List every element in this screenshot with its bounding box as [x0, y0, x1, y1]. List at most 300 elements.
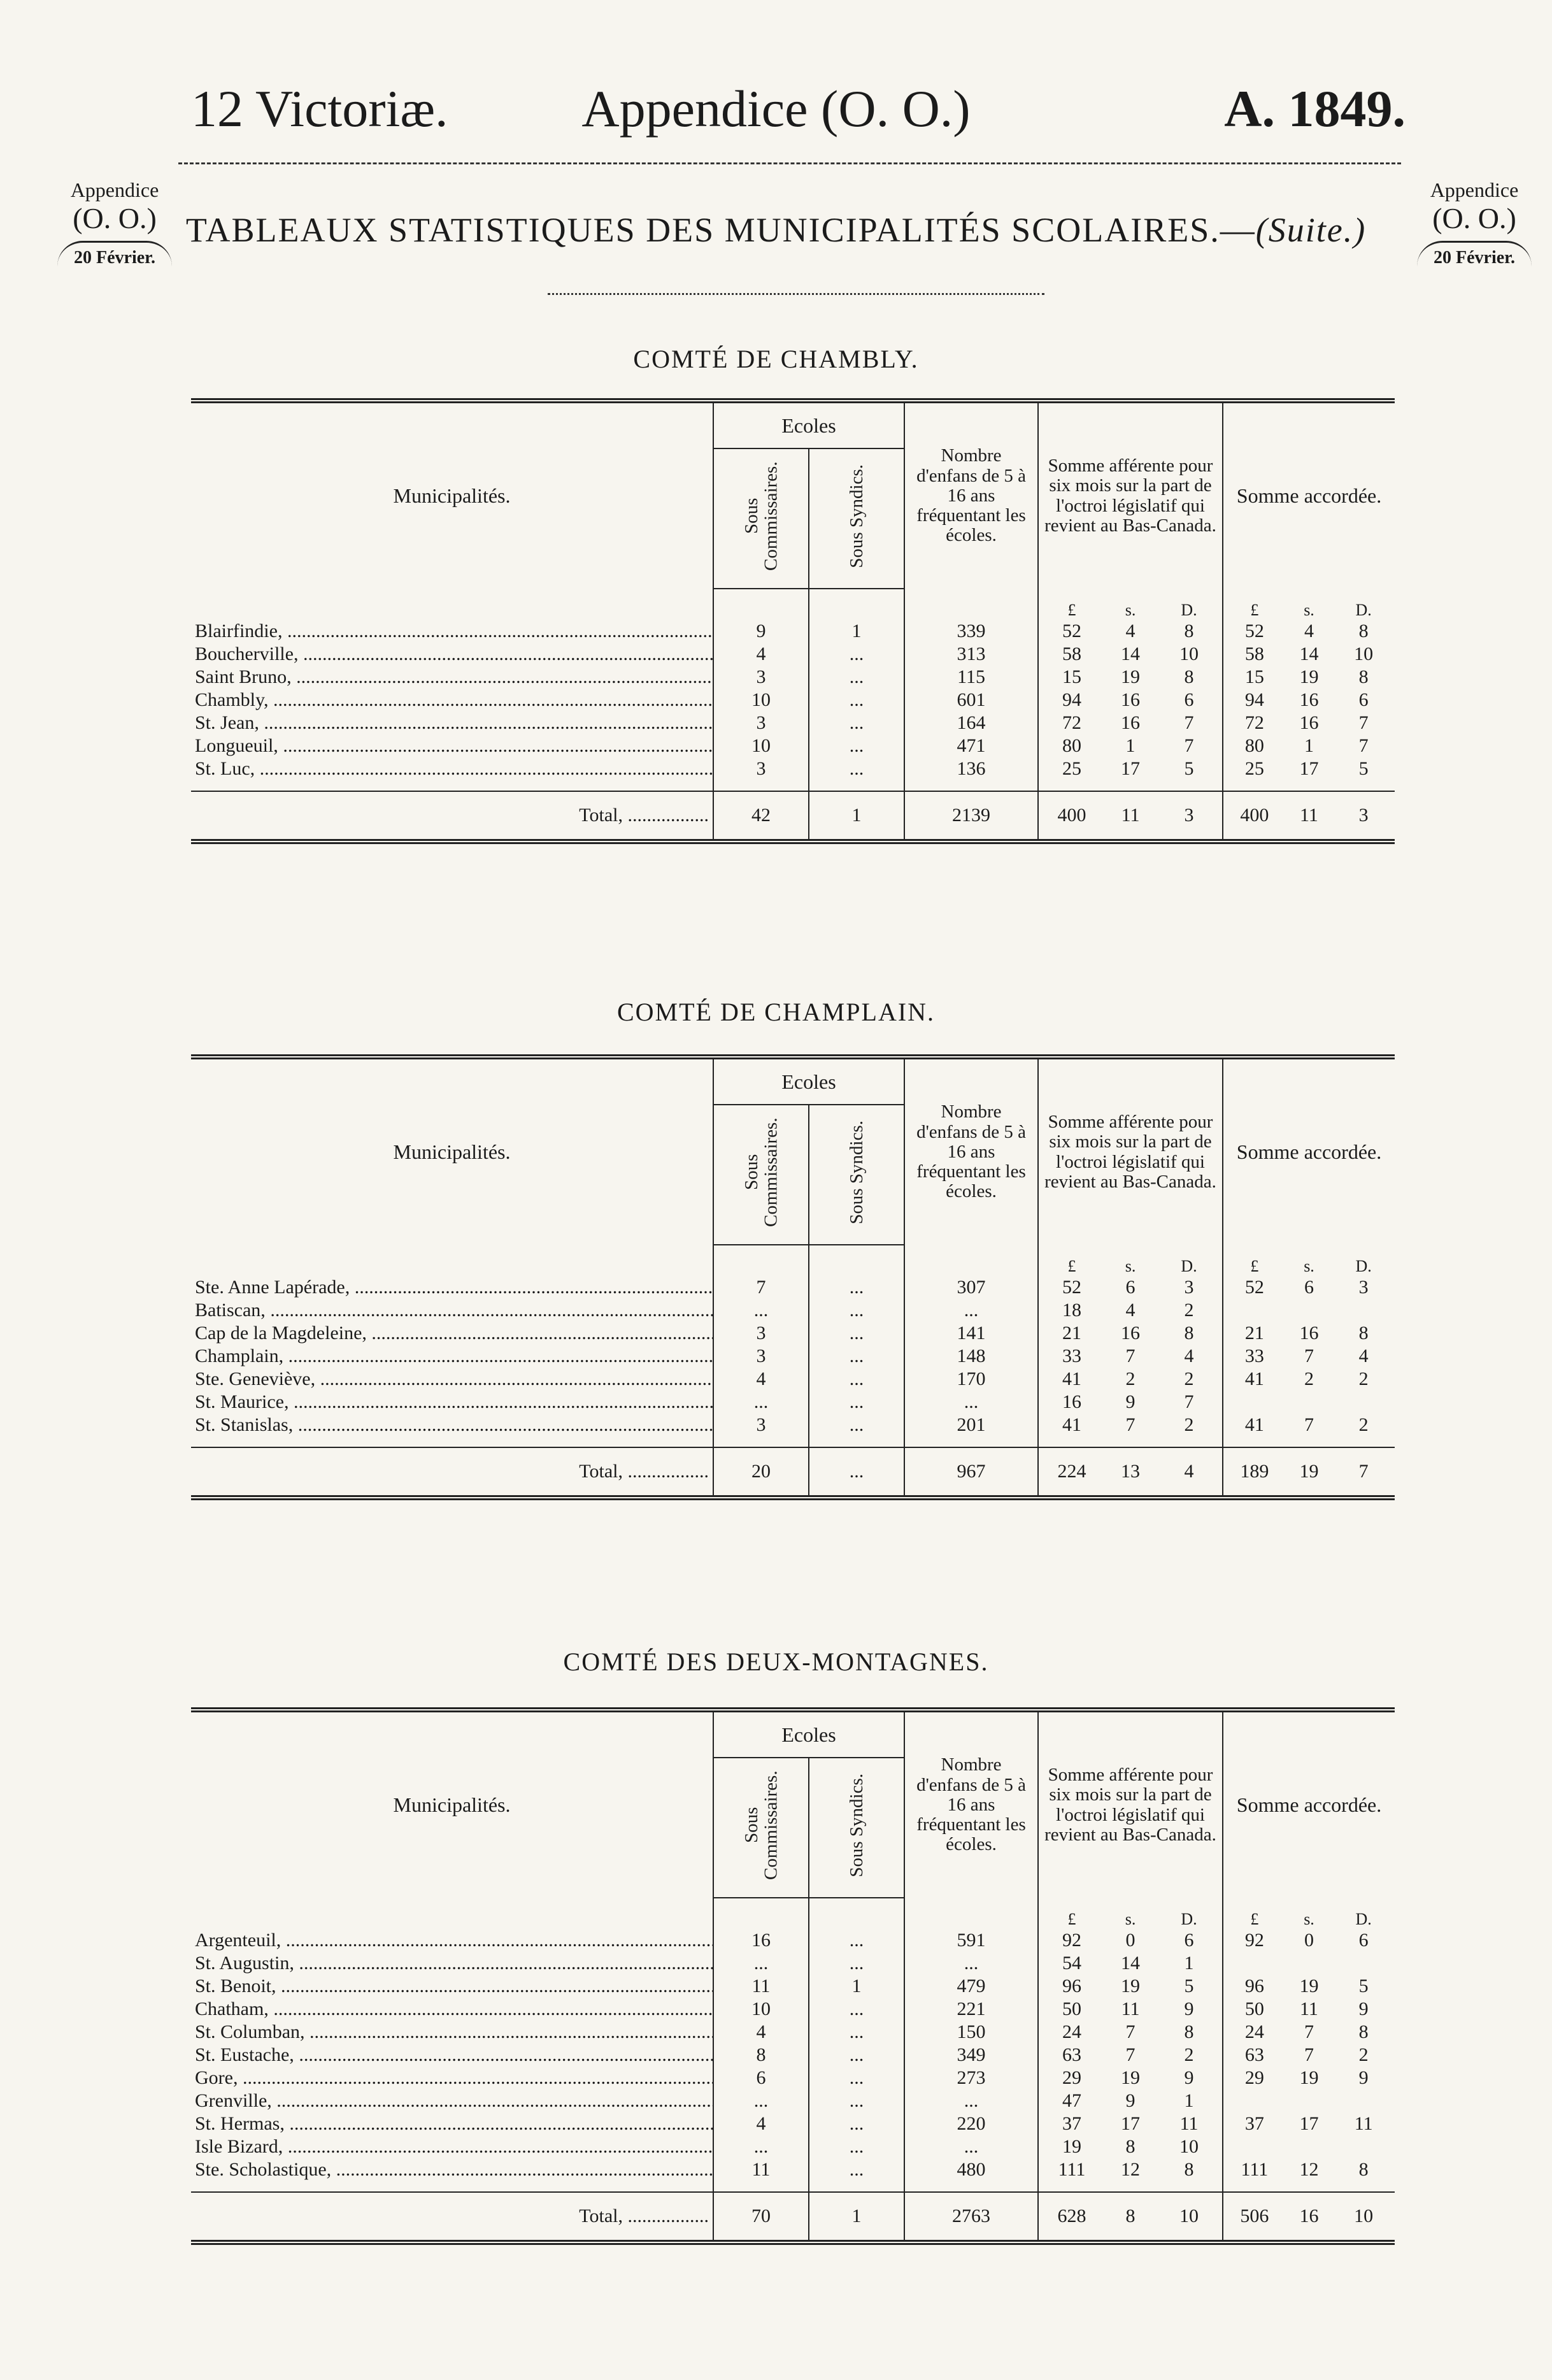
cell-nombre: 170 [904, 1368, 1038, 1391]
municipality-name: Argenteuil, ..... [191, 1929, 713, 1952]
cell-afferente-shillings: 16 [1121, 712, 1141, 733]
cell-afferente-shillings: 17 [1121, 758, 1141, 779]
cell-afferente-shillings: 7 [1125, 2044, 1136, 2065]
cell-afferente-pence: 8 [1184, 1323, 1194, 1344]
unit-pound: £ [1067, 601, 1076, 619]
cell-accordee-pence: 8 [1358, 1323, 1369, 1344]
table-row [191, 2021, 1395, 2044]
cell-accordee-shillings: 14 [1299, 643, 1319, 664]
cell-sous-syndics: ... [809, 1998, 904, 2021]
cell-afferente-shillings: 11 [1121, 1998, 1140, 2019]
municipality-name: Boucherville, ..... [191, 643, 713, 666]
col-header-sous-syndics: Sous Syndics. [809, 1758, 904, 1898]
stat-table-chambly [191, 398, 1395, 844]
unit-pence: D. [1181, 1257, 1197, 1275]
cell-afferente-shillings: 17 [1121, 2113, 1141, 2134]
table-row [191, 2135, 1395, 2158]
table-row [191, 712, 1395, 735]
page-title [0, 210, 1552, 250]
cell-afferente-pence: 2 [1184, 1368, 1194, 1389]
cell-afferente-pounds: 41 [1062, 1368, 1082, 1389]
total-accordee-pence: 10 [1354, 2205, 1374, 2226]
cell-afferente-pence: 9 [1184, 2067, 1194, 2088]
cell-sous-commissaires: 3 [713, 1414, 809, 1437]
header-center: Appendice (O. O.) [581, 80, 971, 138]
section-title-champlain: COMTÉ DE CHAMPLAIN. [616, 998, 936, 1026]
cell-afferente-pounds: 25 [1062, 758, 1082, 779]
cell-accordee-pounds: 92 [1244, 1930, 1264, 1951]
total-afferente-pence: 10 [1179, 2205, 1199, 2226]
cell-afferente-shillings: 7 [1125, 1414, 1136, 1435]
cell-accordee-pence: 10 [1354, 643, 1374, 664]
table-row [191, 1368, 1395, 1391]
cell-nombre: 307 [904, 1276, 1038, 1299]
cell-accordee-pence: 3 [1358, 1277, 1369, 1298]
cell-nombre: 273 [904, 2067, 1038, 2090]
cell-accordee-shillings: 0 [1304, 1930, 1314, 1951]
municipality-name: St. Columban, ..... [191, 2021, 713, 2044]
table-row [191, 2112, 1395, 2135]
cell-afferente-pence: 8 [1184, 2159, 1194, 2180]
col-header-somme-accordee: Somme accordée. [1223, 1710, 1395, 1898]
table-row [191, 757, 1395, 780]
cell-sous-commissaires: 3 [713, 1322, 809, 1345]
cell-sous-syndics: ... [809, 666, 904, 689]
total-accordee-pounds: 189 [1240, 1461, 1269, 1482]
table-row [191, 1322, 1395, 1345]
cell-nombre: 136 [904, 757, 1038, 780]
cell-accordee-pounds: 41 [1244, 1368, 1264, 1389]
cell-afferente-pence: 11 [1179, 2113, 1199, 2134]
municipality-name: Gore, ..... [191, 2067, 713, 2090]
total-nombre: 2139 [904, 791, 1038, 842]
col-header-nombre: Nombre d'enfans de 5 à 16 ans fréquentant les écoles. [904, 1057, 1038, 1245]
total-nombre: 967 [904, 1447, 1038, 1498]
total-afferente-shillings: 8 [1125, 2205, 1136, 2226]
col-header-ecoles: Ecoles [713, 401, 904, 448]
table-row [191, 620, 1395, 643]
municipality-name: Ste. Scholastique, ..... [191, 2158, 713, 2181]
cell-accordee-pounds: 33 [1244, 1345, 1264, 1366]
cell-afferente-pence: 10 [1179, 643, 1199, 664]
cell-accordee-shillings: 19 [1299, 2067, 1319, 2088]
cell-sous-syndics: ... [809, 689, 904, 712]
municipality-name: St. Hermas, ..... [191, 2112, 713, 2135]
cell-accordee-shillings: 7 [1304, 1345, 1314, 1366]
cell-afferente-pounds: 72 [1062, 712, 1082, 733]
unit-shilling: s. [1304, 1910, 1314, 1928]
cell-accordee-pence: 7 [1358, 735, 1369, 756]
total-accordee-pence: 7 [1358, 1461, 1369, 1482]
cell-afferente-pence: 1 [1184, 1953, 1194, 1974]
cell-afferente-shillings: 2 [1125, 1368, 1136, 1389]
cell-accordee-pence: 9 [1358, 2067, 1369, 2088]
municipality-name: St. Stanislas, ..... [191, 1414, 713, 1437]
cell-afferente-pounds: 24 [1062, 2021, 1082, 2042]
cell-afferente-shillings: 7 [1125, 1345, 1136, 1366]
cell-afferente-pence: 8 [1184, 666, 1194, 687]
municipality-name: Batiscan, ..... [191, 1299, 713, 1322]
unit-pence: D. [1355, 601, 1372, 619]
cell-afferente-pounds: 52 [1062, 1277, 1082, 1298]
municipality-name: Ste. Geneviève, ..... [191, 1368, 713, 1391]
col-header-sous-commissaires: Sous Commissaires. [713, 448, 809, 589]
unit-pound: £ [1250, 1910, 1259, 1928]
col-header-nombre: Nombre d'enfans de 5 à 16 ans fréquentant les écoles. [904, 1710, 1038, 1898]
cell-accordee-shillings: 6 [1304, 1277, 1314, 1298]
municipality-name: Ste. Anne Lapérade, ..... [191, 1276, 713, 1299]
cell-accordee-pence: 2 [1358, 2044, 1369, 2065]
total-row [191, 2192, 1395, 2242]
cell-accordee-pence: 7 [1358, 712, 1369, 733]
header-rule [178, 162, 1401, 164]
cell-afferente-pounds: 94 [1062, 689, 1082, 710]
cell-afferente-shillings: 19 [1121, 1975, 1141, 1996]
total-accordee-shillings: 19 [1299, 1461, 1319, 1482]
cell-sous-commissaires: ... [713, 1299, 809, 1322]
cell-accordee-pounds: 58 [1244, 643, 1264, 664]
cell-sous-commissaires: 10 [713, 735, 809, 757]
col-header-somme-accordee: Somme accordée. [1223, 1057, 1395, 1245]
total-afferente-pence: 3 [1184, 805, 1194, 826]
cell-accordee-pounds: 111 [1241, 2159, 1269, 2180]
unit-row [191, 589, 1395, 620]
cell-afferente-pounds: 15 [1062, 666, 1082, 687]
cell-accordee-pence: 8 [1358, 2021, 1369, 2042]
cell-nombre: ... [904, 1952, 1038, 1975]
cell-nombre: 471 [904, 735, 1038, 757]
cell-afferente-pounds: 80 [1062, 735, 1082, 756]
col-header-municipalites: Municipalités. [393, 1793, 511, 1816]
cell-accordee-pounds: 63 [1244, 2044, 1264, 2065]
cell-sous-syndics: ... [809, 1322, 904, 1345]
cell-sous-commissaires: 3 [713, 757, 809, 780]
table-row [191, 2044, 1395, 2067]
cell-afferente-pence: 8 [1184, 2021, 1194, 2042]
cell-accordee-shillings: 2 [1304, 1368, 1314, 1389]
cell-afferente-pounds: 37 [1062, 2113, 1082, 2134]
cell-sous-commissaires: 16 [713, 1929, 809, 1952]
cell-afferente-pounds: 16 [1062, 1391, 1082, 1412]
cell-accordee-pence: 9 [1358, 1998, 1369, 2019]
total-label: Total, ..... [191, 791, 713, 842]
cell-sous-commissaires: 11 [713, 1975, 809, 1998]
cell-accordee-pounds: 29 [1244, 2067, 1264, 2088]
cell-accordee-pence: 8 [1358, 620, 1369, 642]
cell-sous-syndics: ... [809, 1929, 904, 1952]
cell-sous-commissaires: ... [713, 2135, 809, 2158]
cell-afferente-pence: 7 [1184, 735, 1194, 756]
municipality-name: St. Benoit, ..... [191, 1975, 713, 1998]
cell-afferente-shillings: 16 [1121, 1323, 1141, 1344]
col-header-somme-accordee: Somme accordée. [1223, 401, 1395, 589]
section-title-deux-montagnes: COMTÉ DES DEUX-MONTAGNES. [563, 1647, 989, 1676]
cell-sous-commissaires: 4 [713, 1368, 809, 1391]
total-afferente-pounds: 628 [1057, 2205, 1086, 2226]
municipality-name: Champlain, ..... [191, 1345, 713, 1368]
cell-afferente-pounds: 52 [1062, 620, 1082, 642]
cell-sous-syndics: ... [809, 643, 904, 666]
cell-afferente-shillings: 19 [1121, 2067, 1141, 2088]
table-row [191, 643, 1395, 666]
total-row [191, 1447, 1395, 1498]
total-afferente-shillings: 11 [1121, 805, 1140, 826]
cell-sous-syndics: ... [809, 2158, 904, 2181]
cell-sous-commissaires: 7 [713, 1276, 809, 1299]
table-row [191, 2158, 1395, 2181]
cell-afferente-pence: 6 [1184, 1930, 1194, 1951]
municipality-name: Chatham, ..... [191, 1998, 713, 2021]
cell-nombre: ... [904, 1391, 1038, 1414]
cell-sous-commissaires: 10 [713, 1998, 809, 2021]
cell-afferente-shillings: 9 [1125, 1391, 1136, 1412]
municipality-name: Chambly, ..... [191, 689, 713, 712]
cell-afferente-pence: 8 [1184, 620, 1194, 642]
cell-sous-commissaires: 11 [713, 2158, 809, 2181]
municipality-name: St. Luc, ..... [191, 757, 713, 780]
table-row [191, 689, 1395, 712]
cell-sous-syndics: ... [809, 2112, 904, 2135]
cell-nombre: 150 [904, 2021, 1038, 2044]
cell-accordee-shillings: 7 [1304, 2044, 1314, 2065]
cell-afferente-pounds: 96 [1062, 1975, 1082, 1996]
cell-sous-commissaires: ... [713, 1952, 809, 1975]
cell-accordee-pounds: 52 [1244, 1277, 1264, 1298]
cell-afferente-pence: 3 [1184, 1277, 1194, 1298]
total-accordee-pounds: 506 [1240, 2205, 1269, 2226]
cell-afferente-pence: 7 [1184, 1391, 1194, 1412]
cell-sous-commissaires: 10 [713, 689, 809, 712]
cell-accordee-pounds: 96 [1244, 1975, 1264, 1996]
title-rule [548, 293, 1044, 295]
unit-shilling: s. [1125, 1910, 1136, 1928]
cell-afferente-shillings: 4 [1125, 1300, 1136, 1321]
page-title-suite: (Suite.) [1255, 211, 1367, 249]
cell-afferente-pounds: 19 [1062, 2136, 1082, 2157]
cell-sous-syndics: ... [809, 2090, 904, 2112]
cell-accordee-pence: 5 [1358, 758, 1369, 779]
municipality-name: St. Jean, ..... [191, 712, 713, 735]
cell-accordee-pence: 2 [1358, 1368, 1369, 1389]
cell-sous-commissaires: ... [713, 2090, 809, 2112]
cell-sous-syndics: ... [809, 1345, 904, 1368]
cell-nombre: 480 [904, 2158, 1038, 2181]
stat-table-deux-montagnes [191, 1707, 1395, 2245]
total-label: Total, ..... [191, 2192, 713, 2242]
unit-pound: £ [1067, 1910, 1076, 1928]
col-header-sous-syndics: Sous Syndics. [809, 448, 904, 589]
total-sous-syndics: 1 [809, 791, 904, 842]
cell-nombre: 141 [904, 1322, 1038, 1345]
col-header-sous-commissaires: Sous Commissaires. [713, 1758, 809, 1898]
cell-afferente-pounds: 63 [1062, 2044, 1082, 2065]
total-accordee-pounds: 400 [1240, 805, 1269, 826]
col-header-somme-afferente: Somme afférente pour six mois sur la part de l'octroi législatif qui revient au Bas-Canada. [1038, 1057, 1223, 1245]
cell-accordee-pounds: 52 [1244, 620, 1264, 642]
cell-sous-commissaires: 3 [713, 1345, 809, 1368]
cell-accordee-shillings: 16 [1299, 689, 1319, 710]
header-row [191, 1710, 1395, 1758]
col-header-municipalites: Municipalités. [393, 484, 511, 507]
cell-nombre: 313 [904, 643, 1038, 666]
col-header-nombre: Nombre d'enfans de 5 à 16 ans fréquentant les écoles. [904, 401, 1038, 589]
cell-accordee-shillings: 11 [1300, 1998, 1318, 2019]
municipality-name: Blairfindie, ..... [191, 620, 713, 643]
cell-nombre: 201 [904, 1414, 1038, 1437]
table-row [191, 1299, 1395, 1322]
stat-table-champlain [191, 1054, 1395, 1500]
cell-nombre: 339 [904, 620, 1038, 643]
cell-sous-syndics: ... [809, 735, 904, 757]
cell-afferente-pounds: 58 [1062, 643, 1082, 664]
cell-afferente-shillings: 14 [1121, 643, 1141, 664]
unit-pound: £ [1067, 1257, 1076, 1275]
col-header-somme-afferente: Somme afférente pour six mois sur la part de l'octroi législatif qui revient au Bas-Canada. [1038, 1710, 1223, 1898]
margin-code: (O. O.) [1432, 201, 1516, 234]
cell-sous-syndics: ... [809, 757, 904, 780]
margin-label: Appendice [70, 178, 159, 201]
total-sous-commissaires: 70 [713, 2192, 809, 2242]
cell-afferente-shillings: 16 [1121, 689, 1141, 710]
cell-afferente-pence: 7 [1184, 712, 1194, 733]
municipality-name: Longueuil, ..... [191, 735, 713, 757]
cell-accordee-shillings: 7 [1304, 2021, 1314, 2042]
total-accordee-shillings: 11 [1300, 805, 1318, 826]
cell-afferente-shillings: 1 [1125, 735, 1136, 756]
cell-afferente-shillings: 8 [1125, 2136, 1136, 2157]
total-nombre: 2763 [904, 2192, 1038, 2242]
col-header-somme-afferente: Somme afférente pour six mois sur la part de l'octroi législatif qui revient au Bas-Canada. [1038, 401, 1223, 589]
cell-sous-syndics: ... [809, 1299, 904, 1322]
cell-accordee-pounds: 37 [1244, 2113, 1264, 2134]
cell-accordee-shillings: 12 [1299, 2159, 1319, 2180]
cell-accordee-pence: 2 [1358, 1414, 1369, 1435]
cell-accordee-shillings: 7 [1304, 1414, 1314, 1435]
total-label: Total, ..... [191, 1447, 713, 1498]
table-row [191, 1276, 1395, 1299]
table-row [191, 735, 1395, 757]
header-left: 12 Victoriæ. [191, 80, 448, 138]
cell-sous-syndics: ... [809, 712, 904, 735]
unit-pound: £ [1250, 601, 1259, 619]
cell-sous-syndics: ... [809, 1391, 904, 1414]
cell-afferente-pounds: 50 [1062, 1998, 1082, 2019]
cell-accordee-shillings: 16 [1299, 712, 1319, 733]
cell-accordee-pounds: 94 [1244, 689, 1264, 710]
page-title-main: TABLEAUX STATISTIQUES DES MUNICIPALITÉS SCOLAIRES.— [185, 211, 1256, 249]
total-sous-commissaires: 20 [713, 1447, 809, 1498]
margin-label: Appendice [1430, 178, 1519, 201]
table-row [191, 2090, 1395, 2112]
municipality-name: Grenville, ..... [191, 2090, 713, 2112]
cell-accordee-shillings: 4 [1304, 620, 1314, 642]
cell-accordee-shillings: 1 [1304, 735, 1314, 756]
table-row [191, 1952, 1395, 1975]
table-row [191, 1391, 1395, 1414]
cell-afferente-shillings: 6 [1125, 1277, 1136, 1298]
cell-accordee-pence: 8 [1358, 666, 1369, 687]
cell-accordee-shillings: 17 [1299, 758, 1319, 779]
cell-sous-commissaires: 4 [713, 2112, 809, 2135]
cell-afferente-pounds: 54 [1062, 1953, 1082, 1974]
cell-accordee-pounds: 50 [1244, 1998, 1264, 2019]
municipality-name: St. Augustin, ..... [191, 1952, 713, 1975]
cell-sous-commissaires: 6 [713, 2067, 809, 2090]
cell-nombre: 479 [904, 1975, 1038, 1998]
col-header-municipalites: Municipalités. [393, 1140, 511, 1163]
table-row [191, 1929, 1395, 1952]
total-accordee-pence: 3 [1358, 805, 1369, 826]
cell-sous-syndics: ... [809, 1276, 904, 1299]
total-accordee-shillings: 16 [1299, 2205, 1319, 2226]
cell-sous-commissaires: 9 [713, 620, 809, 643]
cell-afferente-pounds: 29 [1062, 2067, 1082, 2088]
cell-afferente-shillings: 4 [1125, 620, 1136, 642]
cell-accordee-shillings: 19 [1299, 1975, 1319, 1996]
cell-nombre: 591 [904, 1929, 1038, 1952]
total-sous-syndics: ... [809, 1447, 904, 1498]
unit-pence: D. [1181, 601, 1197, 619]
col-header-sous-syndics: Sous Syndics. [809, 1105, 904, 1245]
cell-sous-commissaires: 3 [713, 712, 809, 735]
cell-nombre: 220 [904, 2112, 1038, 2135]
cell-accordee-shillings: 16 [1299, 1323, 1319, 1344]
header-row [191, 401, 1395, 448]
cell-accordee-shillings: 19 [1299, 666, 1319, 687]
col-header-ecoles: Ecoles [713, 1710, 904, 1758]
margin-code: (O. O.) [73, 201, 157, 234]
cell-accordee-pounds: 25 [1244, 758, 1264, 779]
cell-sous-commissaires: 8 [713, 2044, 809, 2067]
col-header-ecoles: Ecoles [713, 1057, 904, 1105]
cell-accordee-pence: 6 [1358, 689, 1369, 710]
cell-sous-commissaires: 4 [713, 643, 809, 666]
unit-row [191, 1898, 1395, 1929]
cell-accordee-pence: 11 [1354, 2113, 1373, 2134]
cell-afferente-shillings: 12 [1121, 2159, 1141, 2180]
cell-afferente-pounds: 111 [1058, 2159, 1086, 2180]
unit-pound: £ [1250, 1257, 1259, 1275]
municipality-name: St. Maurice, ..... [191, 1391, 713, 1414]
cell-afferente-pence: 5 [1184, 758, 1194, 779]
cell-accordee-pence: 5 [1358, 1975, 1369, 1996]
section-title-chambly: COMTÉ DE CHAMBLY. [633, 345, 919, 373]
cell-sous-syndics: ... [809, 2135, 904, 2158]
cell-sous-commissaires: 4 [713, 2021, 809, 2044]
total-afferente-pounds: 224 [1057, 1461, 1086, 1482]
cell-sous-syndics: 1 [809, 620, 904, 643]
cell-afferente-pence: 9 [1184, 1998, 1194, 2019]
cell-afferente-shillings: 9 [1125, 2090, 1136, 2111]
cell-nombre: 221 [904, 1998, 1038, 2021]
cell-afferente-pence: 2 [1184, 2044, 1194, 2065]
cell-nombre: 164 [904, 712, 1038, 735]
table-row [191, 666, 1395, 689]
cell-afferente-pence: 5 [1184, 1975, 1194, 1996]
municipality-name: Cap de la Magdeleine, ..... [191, 1322, 713, 1345]
cell-accordee-pounds: 21 [1244, 1323, 1264, 1344]
cell-accordee-pounds: 41 [1244, 1414, 1264, 1435]
cell-accordee-shillings: 17 [1299, 2113, 1319, 2134]
unit-pence: D. [1181, 1910, 1197, 1928]
cell-afferente-pence: 4 [1184, 1345, 1194, 1366]
total-afferente-pence: 4 [1184, 1461, 1194, 1482]
cell-sous-syndics: ... [809, 1414, 904, 1437]
cell-afferente-pence: 6 [1184, 689, 1194, 710]
municipality-name: Isle Bizard, ..... [191, 2135, 713, 2158]
table-row [191, 1345, 1395, 1368]
cell-sous-syndics: ... [809, 2067, 904, 2090]
